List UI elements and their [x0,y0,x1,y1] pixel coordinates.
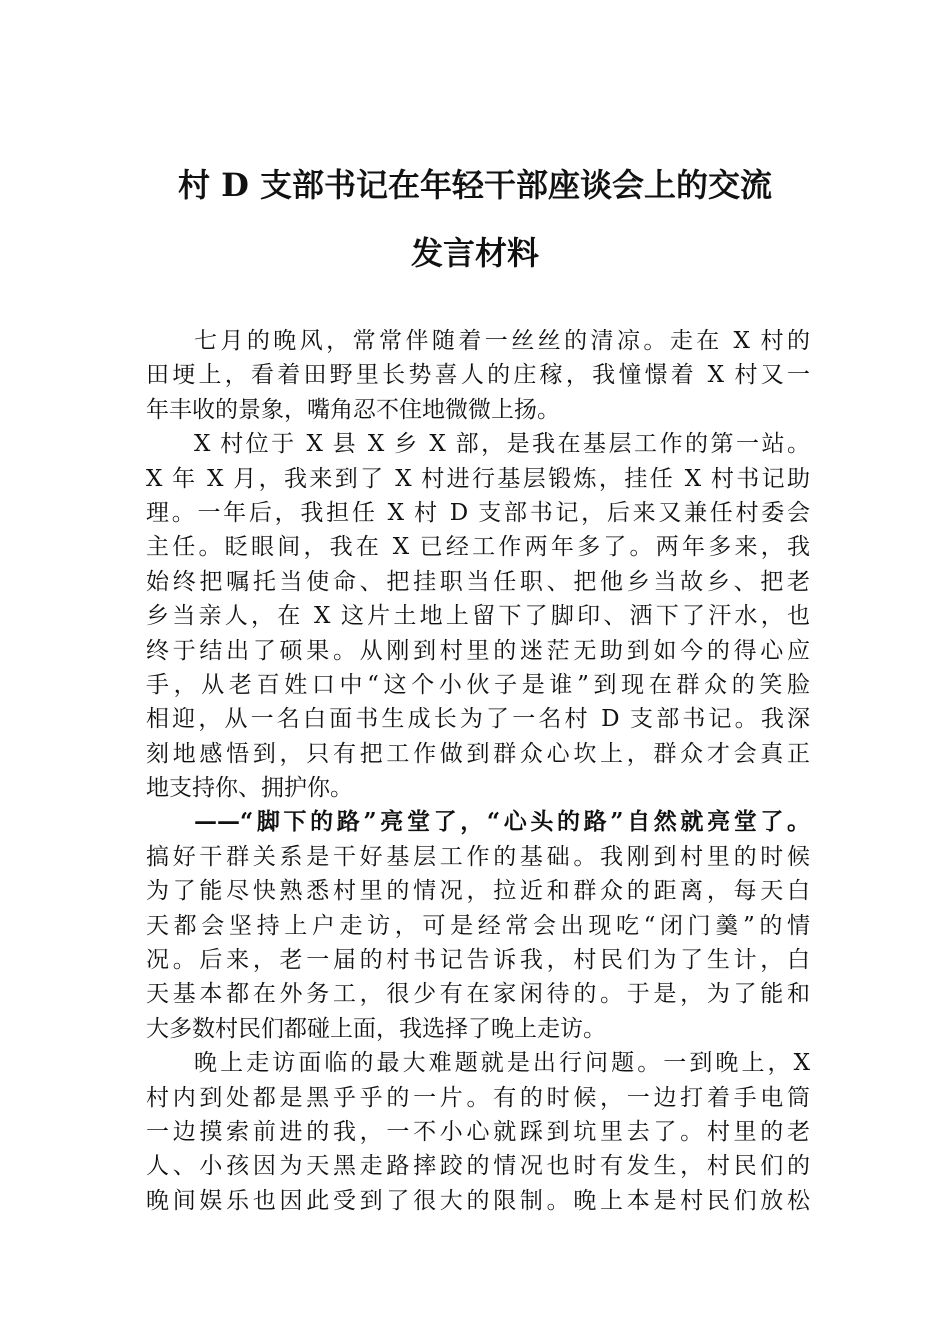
paragraph-1-line-3: 年丰收的景象，嘴角忍不住地微微上扬。 [146,396,560,423]
paragraph-4-line-5: 晚间娱乐也因此受到了很大的限制。晚上本是村民们放松 [146,1187,810,1214]
paragraph-3-line-2: 为了能尽快熟悉村里的情况，拉近和群众的距离，每天白 [146,878,810,905]
paragraph-3-line-5: 天基本都在外务工，很少有在家闲待的。于是，为了能和 [146,981,810,1008]
paragraph-1-line-2: 田埂上，看着田野里长势喜人的庄稼，我憧憬着 X 村又一 [146,362,810,389]
paragraph-3-line-3: 天都会坚持上户走访，可是经常会出现吃“闭门羹”的情 [146,912,810,939]
document-title-line-1: 村 D 支部书记在年轻干部座谈会上的交流 [177,166,773,204]
paragraph-4-line-2: 村内到处都是黑乎乎的一片。有的时候，一边打着手电筒 [146,1084,810,1111]
paragraph-2-line-4: 主任。眨眼间，我在 X 已经工作两年多了。两年多来，我 [146,534,810,561]
section-heading: ——“脚下的路”亮堂了，“心头的路”自然就亮堂了。 [194,808,810,836]
paragraph-1-line-1: 七月的晚风，常常伴随着一丝丝的清凉。走在 X 村的 [194,328,810,354]
paragraph-3-line-6: 大多数村民们都碰上面，我选择了晚上走访。 [146,1015,606,1042]
paragraph-2-line-2: X 年 X 月，我来到了 X 村进行基层锻炼，挂任 X 村书记助 [146,465,810,492]
paragraph-2-line-8: 手，从老百姓口中“这个小伙子是谁”到现在群众的笑脸 [146,671,810,698]
paragraph-2-line-6: 乡当亲人，在 X 这片土地上留下了脚印、洒下了汗水，也 [146,603,810,630]
paragraph-2-line-7: 终于结出了硕果。从刚到村里的迷茫无助到如今的得心应 [146,637,810,664]
paragraph-4-line-1: 晚上走访面临的最大难题就是出行问题。一到晚上，X [194,1050,810,1077]
paragraph-4-line-4: 人、小孩因为天黑走路摔跤的情况也时有发生，村民们的 [146,1153,810,1180]
paragraph-2-line-3: 理。一年后，我担任 X 村 D 支部书记，后来又兼任村委会 [146,499,810,526]
paragraph-2-line-9: 相迎，从一名白面书生成长为了一名村 D 支部书记。我深 [146,706,810,733]
paragraph-2-line-10: 刻地感悟到，只有把工作做到群众心坎上，群众才会真正 [146,740,810,767]
paragraph-2-line-5: 始终把嘱托当使命、把挂职当任职、把他乡当故乡、把老 [146,568,810,595]
paragraph-3-line-1: 搞好干群关系是干好基层工作的基础。我刚到村里的时候 [146,843,810,870]
document-body [146,324,810,1218]
paragraph-3-line-4: 况。后来，老一届的村书记告诉我，村民们为了生计，白 [146,947,810,974]
paragraph-2-line-11: 地支持你、拥护你。 [146,775,353,802]
paragraph-2-line-1: X 村位于 X 县 X 乡 X 部，是我在基层工作的第一站。 [194,431,810,458]
paragraph-4-line-3: 一边摸索前进的我，一不小心就踩到坑里去了。村里的老 [146,1118,810,1145]
document-title-line-2: 发言材料 [410,234,539,272]
